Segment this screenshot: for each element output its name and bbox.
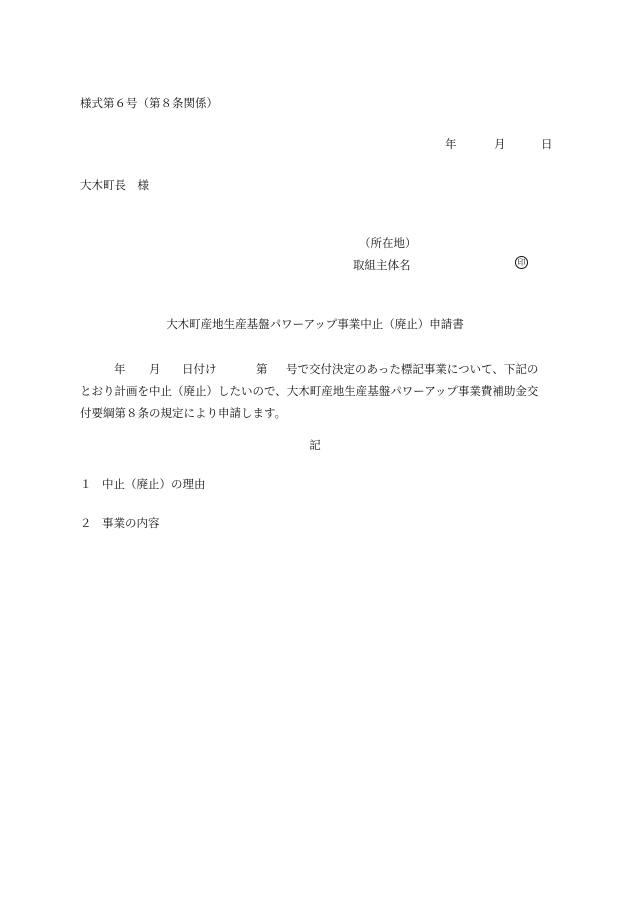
body-number-prefix: 第 xyxy=(256,362,268,376)
addressee: 大木町長 様 xyxy=(80,178,149,192)
record-heading: 記 xyxy=(309,438,321,452)
list-item xyxy=(80,518,160,530)
location-label: （所在地） xyxy=(359,236,417,250)
item-number: ２ xyxy=(80,516,92,530)
item-number: １ xyxy=(80,477,92,491)
date-month-label: 月 xyxy=(494,137,506,151)
body-month-label: 月 xyxy=(149,362,161,376)
date-day-label: 日 xyxy=(541,137,553,151)
organization-name-label: 取組主体名 xyxy=(353,258,411,272)
item-text: 中止（廃止）の理由 xyxy=(102,477,206,491)
seal-icon: 印 xyxy=(515,256,528,269)
date-year-label: 年 xyxy=(445,137,457,151)
body-date-suffix: 日付け xyxy=(182,362,217,376)
submission-date xyxy=(445,139,551,151)
body-paragraph xyxy=(80,358,552,424)
body-line-3: 付要綱第８条の規定により申請します。 xyxy=(80,406,287,420)
body-line-1-text: 号で交付決定のあった標記事業について、下記の xyxy=(286,362,539,376)
item-text: 事業の内容 xyxy=(102,516,160,530)
body-year-label: 年 xyxy=(114,362,126,376)
list-item xyxy=(80,479,206,491)
body-line-1 xyxy=(80,358,552,380)
body-line-2: とおり計画を中止（廃止）したいので、大木町産地生産基盤パワーアップ事業費補助金交 xyxy=(80,384,539,398)
document-title: 大木町産地生産基盤パワーアップ事業中止（廃止）申請書 xyxy=(166,317,464,331)
form-number: 様式第６号（第８条関係） xyxy=(80,96,218,110)
